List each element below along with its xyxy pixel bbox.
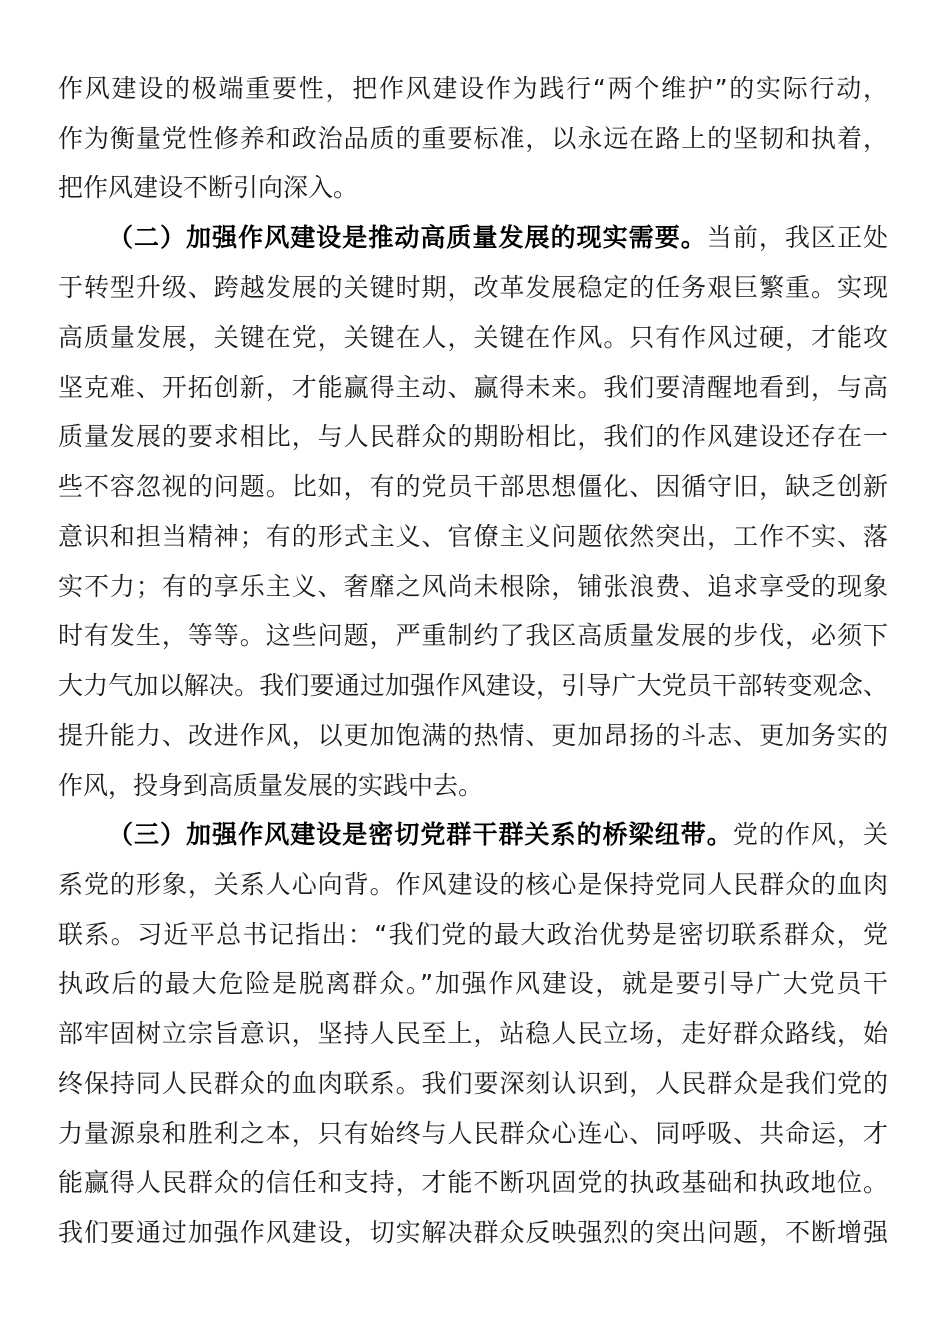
text-line: [58, 417, 888, 457]
text-line: [58, 1014, 888, 1054]
line-text: 党的作风，关: [732, 820, 888, 849]
line-text: 系党的形象，关系人心向背。作风建设的核心是保持党同人民群众的血肉: [58, 870, 888, 899]
text-line: [58, 616, 888, 656]
line-text: 大力气加以解决。我们要通过加强作风建设，引导广大党员干部转变观念、: [58, 671, 888, 700]
line-text: 力量源泉和胜利之本，只有始终与人民群众心连心、同呼吸、共命运，才: [58, 1119, 888, 1148]
text-line: [58, 865, 888, 905]
line-text: 执政后的最大危险是脱离群众。”加强作风建设，就是要引导广大党员干: [58, 969, 888, 998]
line-text: 于转型升级、跨越发展的关键时期，改革发展稳定的任务艰巨繁重。实现: [58, 273, 888, 302]
text-line: [58, 168, 888, 208]
text-line: [58, 666, 888, 706]
text-line: [58, 1163, 888, 1203]
text-line: [58, 716, 888, 756]
line-text: 些不容忽视的问题。比如，有的党员干部思想僵化、因循守旧，缺乏创新: [58, 472, 888, 501]
text-line: [58, 517, 888, 557]
line-text: 实不力；有的享乐主义、奢靡之风尚未根除，铺张浪费、追求享受的现象: [58, 572, 888, 601]
text-line: [58, 119, 888, 159]
line-text: 时有发生，等等。这些问题，严重制约了我区高质量发展的步伐，必须下: [58, 621, 888, 650]
text-line: [58, 1064, 888, 1104]
line-text: 作为衡量党性修养和政治品质的重要标准，以永远在路上的坚韧和执着，: [58, 124, 888, 153]
text-line: [58, 964, 888, 1004]
text-line: [58, 567, 888, 607]
text-line: [58, 467, 888, 507]
text-line: [58, 318, 888, 358]
section-heading: （二）加强作风建设是推动高质量发展的现实需要。: [108, 223, 707, 252]
line-text: 终保持同人民群众的血肉联系。我们要深刻认识到，人民群众是我们党的: [58, 1069, 888, 1098]
text-line: [58, 915, 888, 955]
text-line: [58, 69, 888, 109]
section-heading-line: [108, 218, 888, 258]
text-line: [58, 368, 888, 408]
line-text: 坚克难、开拓创新，才能赢得主动、赢得未来。我们要清醒地看到，与高: [58, 373, 888, 402]
line-text: 意识和担当精神；有的形式主义、官僚主义问题依然突出，工作不实、落: [58, 522, 888, 551]
line-text: 质量发展的要求相比，与人民群众的期盼相比，我们的作风建设还存在一: [58, 422, 888, 451]
line-text: 把作风建设不断引向深入。: [58, 173, 359, 202]
line-text: 作风，投身到高质量发展的实践中去。: [58, 771, 484, 800]
line-text: 作风建设的极端重要性，把作风建设作为践行“两个维护”的实际行动，: [58, 74, 888, 103]
line-text: 能赢得人民群众的信任和支持，才能不断巩固党的执政基础和执政地位。: [58, 1168, 888, 1197]
line-text: 联系。习近平总书记指出：“我们党的最大政治优势是密切联系群众，党: [58, 920, 888, 949]
text-line: [58, 1114, 888, 1154]
section-heading: （三）加强作风建设是密切党群干群关系的桥梁纽带。: [108, 820, 733, 849]
text-line: [58, 766, 888, 806]
line-text: 当前，我区正处: [706, 223, 888, 252]
line-text: 部牢固树立宗旨意识，坚持人民至上，站稳人民立场，走好群众路线，始: [58, 1019, 888, 1048]
line-text: 提升能力、改进作风，以更加饱满的热情、更加昂扬的斗志、更加务实的: [58, 721, 888, 750]
line-text: 高质量发展，关键在党，关键在人，关键在作风。只有作风过硬，才能攻: [58, 323, 888, 352]
text-line: [58, 1213, 888, 1253]
text-line: [58, 268, 888, 308]
line-text: 我们要通过加强作风建设，切实解决群众反映强烈的突出问题，不断增强: [58, 1218, 888, 1247]
section-heading-line: [108, 815, 888, 855]
